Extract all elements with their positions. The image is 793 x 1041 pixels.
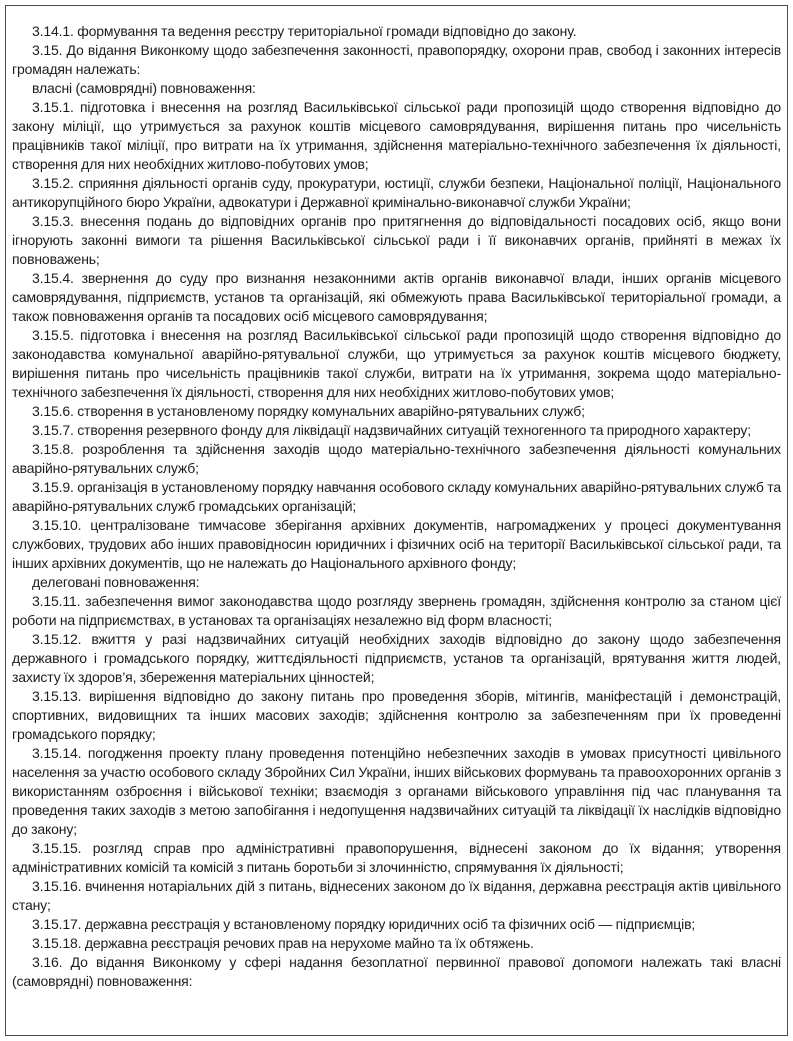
clause-3-15-8: 3.15.8. розроблення та здійснення заходів щодо матеріально-технічного забезпечення діяльності комунальних аварійно-рятувальних служб; [12, 441, 781, 476]
clause-3-15-7: 3.15.7. створення резервного фонду для ліквідації надзвичайних ситуацій техногенного та природного характеру; [32, 422, 751, 438]
page-border [5, 5, 788, 1036]
clause-3-15-14: 3.15.14. погодження проекту плану проведення потенційно небезпечних заходів в умовах присутності цивільного населення за участю особового складу Збройних Сил України, інших військових формувань та правоохоронних органів з використанням озброєння і військової техніки; взаємодія з органами військового управління під час планування та проведення таких заходів з метою запобігання і недопущення надзвичайних ситуацій та ліквідації їх наслідків відповідно до закону; [12, 745, 781, 837]
clause-3-15-2: 3.15.2. сприяння діяльності органів суду, прокуратури, юстиції, служби безпеки, Національної поліції, Національного антикорупційного бюро України, адвокатури і Державної кримінально-виконавчої служби України; [12, 175, 781, 210]
clause-3-15-3: 3.15.3. внесення подань до відповідних органів про притягнення до відповідальності посадових осіб, якщо вони ігнорують законні вимоги та рішення Васильківської сільської ради і її виконавчих органів, прийняті в межах їх повноважень; [12, 213, 781, 267]
clause-3-15-13: 3.15.13. вирішення відповідно до закону питань про проведення зборів, мітингів, маніфестацій і демонстрацій, спортивних, видовищних та інших масових заходів; здійснення контролю за забезпеченням при їх проведенні громадського порядку; [12, 688, 781, 742]
clause-3-15-10: 3.15.10. централізоване тимчасове зберігання архівних документів, нагромаджених у процесі документування службових, трудових або інших правовідносин юридичних і фізичних осіб на території Васильківської сільської ради, та інших архівних документів, що не належать до Національного архівного фонду; [12, 517, 781, 571]
own-powers-heading: власні (самоврядні) повноваження: [32, 80, 256, 96]
clause-3-15-9: 3.15.9. організація в установленому порядку навчання особового складу комунальних аварійно-рятувальних служб та аварійно-рятувальних служб громадських організацій; [12, 479, 781, 514]
delegated-powers-heading: делеговані повноваження: [32, 574, 200, 590]
clause-3-15-16: 3.15.16. вчинення нотаріальних дій з питань, віднесених законом до їх відання, державна реєстрація актів цивільного стану; [12, 878, 781, 913]
clause-3-15-5: 3.15.5. підготовка і внесення на розгляд Васильківської сільської ради пропозицій щодо створення відповідно до законодавства комунальної аварійно-рятувальної служби, що утримується за рахунок коштів місцевого бюджету, вирішення питань про чисельність працівників такої служби, витрати на їх утримання, зокрема щодо матеріально-технічного забезпечення їх діяльності, створення для них необхідних житлово-побутових умов; [12, 327, 781, 400]
clause-3-15-12: 3.15.12. вжиття у разі надзвичайних ситуацій необхідних заходів відповідно до закону щодо забезпечення державного і громадського порядку, життєдіяльності підприємств, установ та організацій, врятування життя людей, захисту їх здоров’я, збереження матеріальних цінностей; [12, 631, 781, 685]
clause-3-15-11: 3.15.11. забезпечення вимог законодавства щодо розгляду звернень громадян, здійснення контролю за станом цієї роботи на підприємствах, в установах та організаціях незалежно від форм власності; [12, 593, 781, 628]
clause-3-15-17: 3.15.17. державна реєстрація у встановленому порядку юридичних осіб та фізичних осіб — підприємців; [32, 916, 696, 932]
clause-3-16: 3.16. До відання Виконкому у сфері надання безоплатної первинної правової допомоги належать такі власні (самоврядні) повноваження: [12, 954, 781, 989]
clause-3-15-15: 3.15.15. розгляд справ про адміністративні правопорушення, віднесені законом до їх відання; утворення адміністративних комісій та комісій з питань боротьби зі злочинністю, спрямування їх діяльності; [12, 840, 781, 875]
clause-3-15-1: 3.15.1. підготовка і внесення на розгляд Васильківської сільської ради пропозицій щодо створення відповідно до закону міліції, що утримується за рахунок коштів місцевого самоврядування, вирішення питань про чисельність працівників такої міліції, про витрати на їх утримання, здійснення матеріально-технічного забезпечення їх діяльності, створення для них необхідних житлово-побутових умов; [12, 99, 781, 172]
clause-3-15-18: 3.15.18. державна реєстрація речових прав на нерухоме майно та їх обтяжень. [32, 935, 534, 951]
clause-3-15-6: 3.15.6. створення в установленому порядку комунальних аварійно-рятувальних служб; [32, 403, 585, 419]
document-body [12, 22, 781, 991]
clause-3-15: 3.15. До відання Виконкому щодо забезпечення законності, правопорядку, охорони прав, свобод і законних інтересів громадян належать: [12, 42, 781, 77]
clause-3-15-4: 3.15.4. звернення до суду про визнання незаконними актів органів виконавчої влади, інших органів місцевого самоврядування, підприємств, установ та організацій, які обмежують права Васильківської територіальної громади, а також повноваження органів та посадових осіб місцевого самоврядування; [12, 270, 781, 324]
clause-3-14-1: 3.14.1. формування та ведення реєстру територіальної громади відповідно до закону. [32, 23, 577, 39]
